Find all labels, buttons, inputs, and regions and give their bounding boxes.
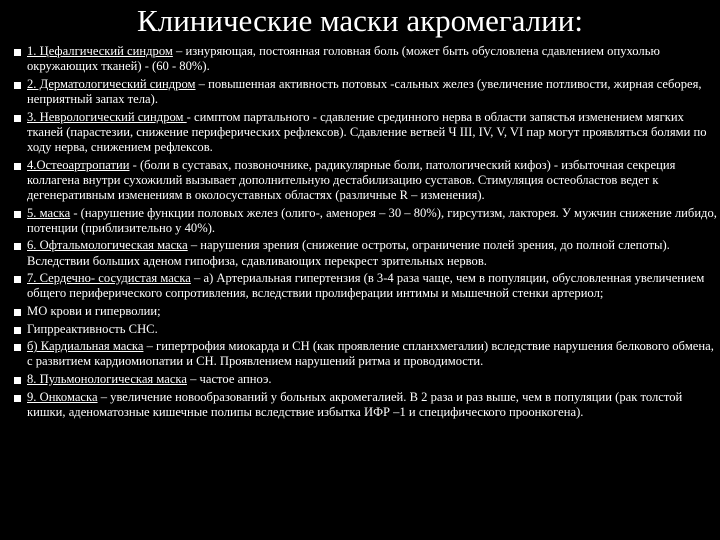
item-text: – изнуряющая, постоянная головная боль (может быть обусловлена сдавлением опухолью окружающих тканей) - (60 - 80%). (27, 44, 660, 74)
list-item (27, 238, 717, 268)
slide-title: Клинические маски акромегалии: (137, 3, 583, 38)
item-keyword: 3. Неврологический синдром (27, 109, 187, 124)
item-keyword: 4.Остеоартропатии (27, 157, 130, 172)
list-item (27, 339, 717, 369)
item-keyword: 1. Цефалгический синдром (27, 44, 173, 58)
item-keyword: 2. Дерматологический синдром (27, 76, 196, 91)
item-text: Гипрреактивность СНС. (27, 321, 158, 336)
list-item (27, 44, 717, 74)
list-item (27, 206, 717, 236)
item-text: – а) Артериальная гипертензия (в 3-4 раза чаще, чем в популяции, обусловленная увеличением общего периферического сопротивления, вследствии пролиферации интимы и мышечной стенки артериол; (27, 271, 705, 301)
list-item (27, 77, 717, 107)
slide-content (27, 44, 717, 422)
item-keyword: 6. Офтальмологическая маска (27, 238, 188, 253)
item-text: – частое апноэ. (186, 371, 272, 386)
item-keyword: б) Кардиальная маска (27, 339, 144, 354)
list-item (27, 271, 717, 301)
item-text: - (боли в суставах, позвоночнике, радикулярные боли, патологический кифоз) - избыточная секреция коллагена внутри сухожилий вызывает дополнительную дестабилизацию суставов. Стимуляция остеобластов ведет к дегенеративным изменениям в околосуставных областях (различные R – изменения). (27, 157, 676, 202)
list-item (27, 322, 717, 337)
item-keyword: 5. маска (27, 205, 71, 220)
list-item (27, 304, 717, 319)
list-item (27, 372, 717, 387)
list-item (27, 110, 717, 156)
item-text: – нарушения зрения (снижение остроты, ограничение полей зрения, до полной слепоты). Вследствии больших аденом гипофиза, сдавливающих перекрест зрительных нервов. (27, 238, 670, 268)
list-item (27, 158, 717, 204)
list-item (27, 390, 717, 420)
item-text: – увеличение новообразований у больных акромегалией. В 2 раза и раз выше, чем в популяции (рак толстой кишки, аденоматозные кишечные полипы вследствие избытка ИФР –1 и специфического проонкогена). (27, 389, 683, 419)
item-text: - симптом партального - сдавление срединного нерва в области запястья изменением мягких тканей (парастезии, снижение периферических рефлексов). Сдавление ветвей Ч III, IV, V, VI пар могут проявляться болями по ходу нерва, снижением рефлексов. (27, 109, 707, 154)
item-text: МО крови и гиперволии; (27, 303, 161, 318)
item-keyword: 7. Сердечно- сосудистая маска (27, 271, 191, 286)
item-text: - (нарушение функции половых желез (олиго-, аменорея – 30 – 80%), гирсутизм, лакторея. У мужчин снижение либидо, потенции (приблизительно у 40%). (27, 205, 717, 235)
item-keyword: 9. Онкомаска (27, 389, 98, 404)
item-keyword: 8. Пульмонологическая маска (27, 371, 187, 386)
item-text: – гипертрофия миокарда и СН (как проявление спланхмегалии) вследствие нарушения белкового обмена, с развитием кардиомиопатии и СН. Проявлением нарушений ритма и проводимости. (27, 339, 714, 369)
item-text: – повышенная активность потовых -сальных желез (увеличение потливости, жирная себорея, неприятный запах тела). (27, 76, 702, 106)
